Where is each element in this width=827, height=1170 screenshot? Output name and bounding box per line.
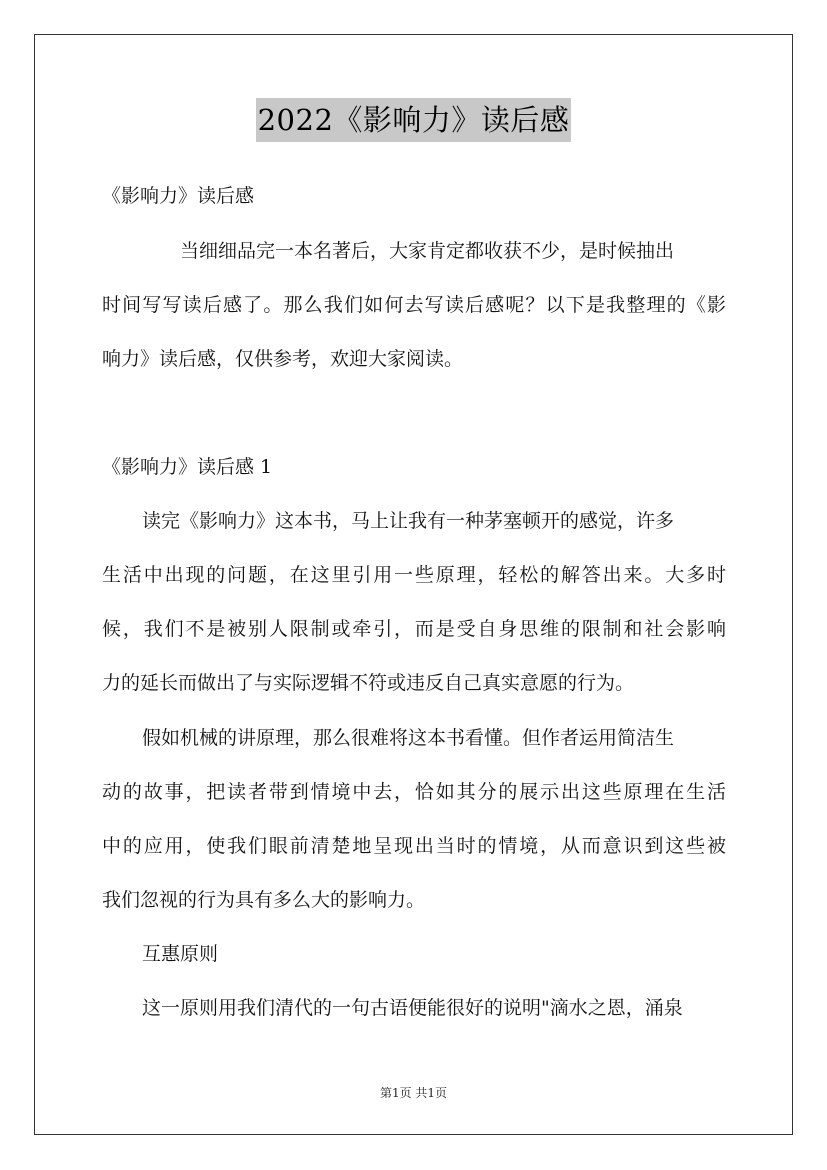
paragraph-line: 这一原则用我们清代的一句古语便能很好的说明"滴水之恩，涌泉 <box>142 997 683 1019</box>
paragraph-line: 假如机械的讲原理，那么很难将这本书看懂。但作者运用简洁生 <box>142 727 675 749</box>
intro-line: 时间写写读后感了。那么我们如何去写读后感呢？以下是我整理的《影 <box>102 294 726 316</box>
paragraph-line: 我们忽视的行为具有多么大的影响力。 <box>102 889 426 911</box>
intro-line: 响力》读后感，仅供参考，欢迎大家阅读。 <box>102 348 464 370</box>
paragraph-line: 中的应用，使我们眼前清楚地呈现出当时的情境，从而意识到这些被 <box>102 835 726 857</box>
document-subtitle: 《影响力》读后感 <box>102 185 255 207</box>
paragraph-line: 候，我们不是被别人限制或牵引，而是受自身思维的限制和社会影响 <box>102 618 726 640</box>
sub-heading: 互惠原则 <box>142 943 219 965</box>
paragraph-line: 力的延长而做出了与实际逻辑不符或违反自己真实意愿的行为。 <box>102 672 635 694</box>
paragraph-line: 生活中出现的问题，在这里引用一些原理，轻松的解答出来。大多时 <box>102 564 726 586</box>
paragraph-line: 读完《影响力》这本书，马上让我有一种茅塞顿开的感觉，许多 <box>142 510 675 532</box>
section-heading: 《影响力》读后感 1 <box>102 456 273 478</box>
paragraph-line: 动的故事，把读者带到情境中去，恰如其分的展示出这些原理在生活 <box>102 781 726 803</box>
document-title: 2022《影响力》读后感 <box>256 98 572 142</box>
intro-line: 当细细品完一本名著后，大家肯定都收获不少，是时候抽出 <box>180 240 675 262</box>
page-number: 第1页 共1页 <box>379 1086 448 1100</box>
